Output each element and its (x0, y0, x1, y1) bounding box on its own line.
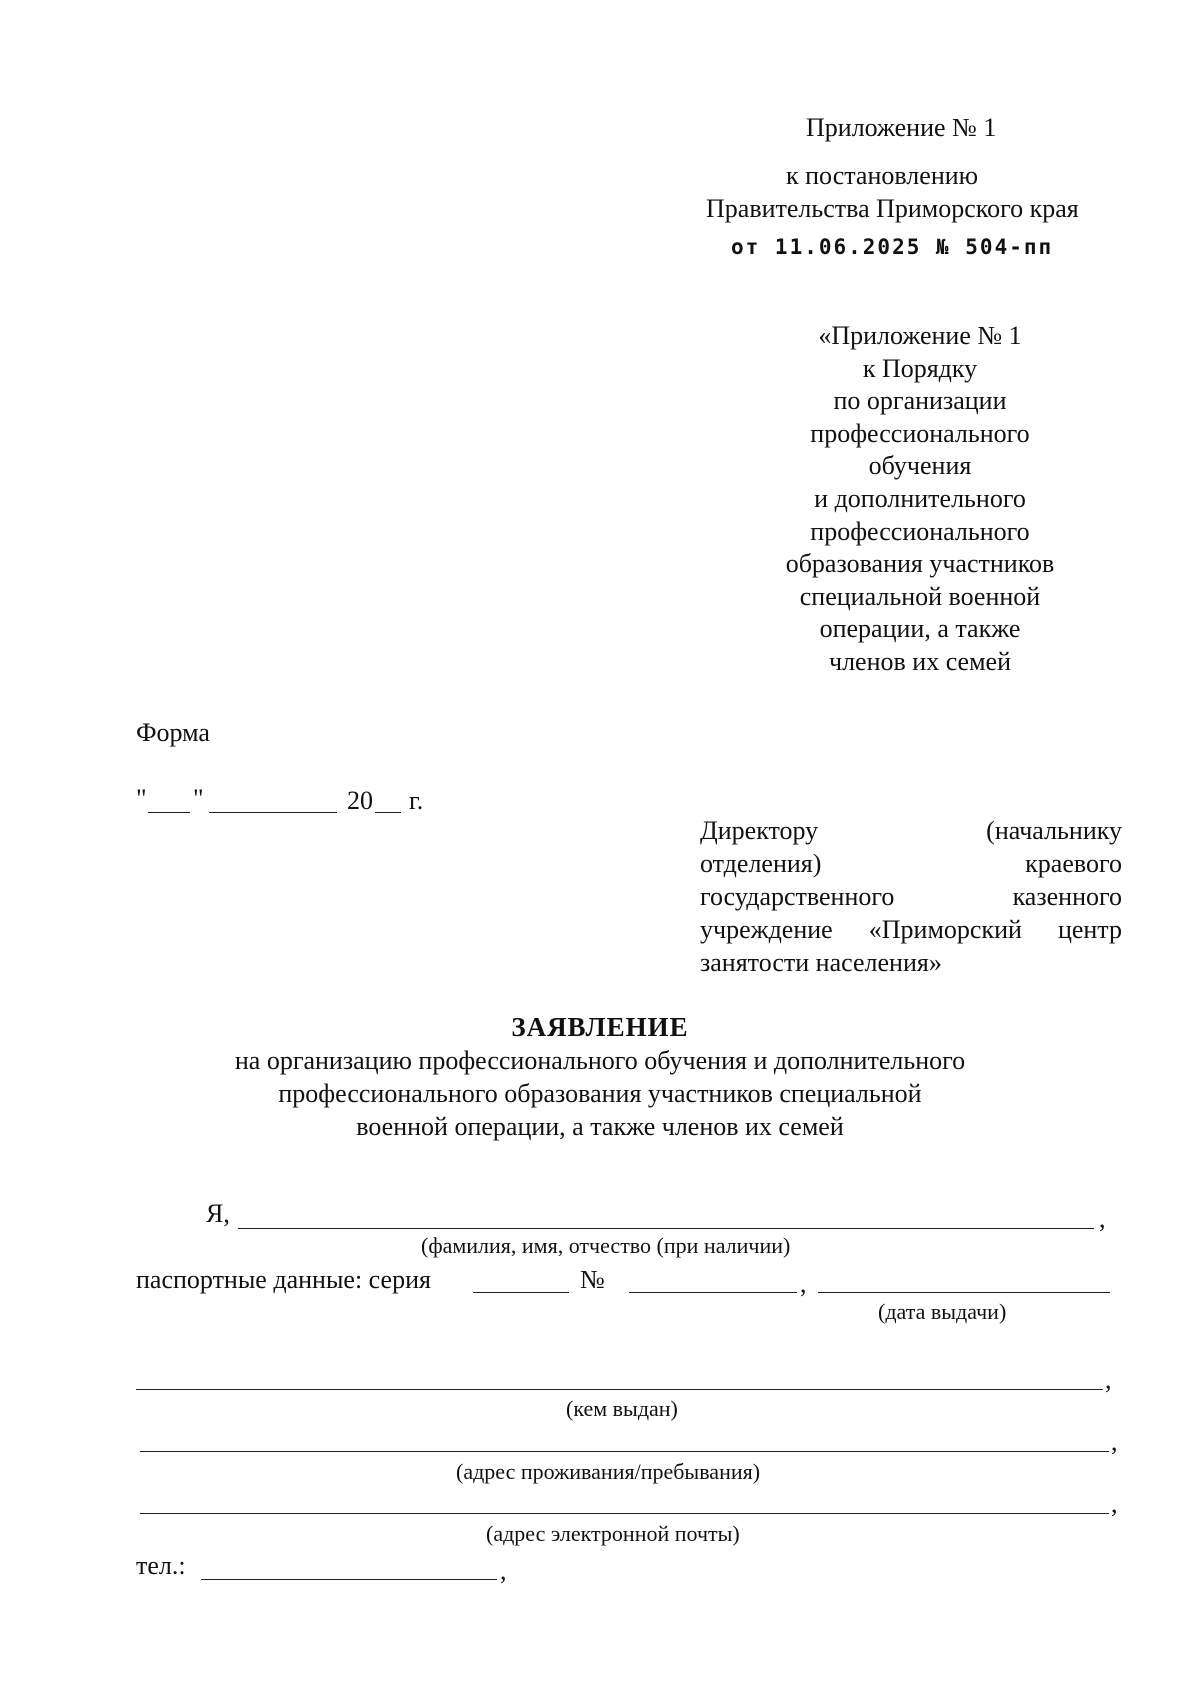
passport-comma: , (800, 1269, 807, 1298)
email-field[interactable] (140, 1513, 1109, 1514)
addressee-word: (начальнику (986, 816, 1122, 845)
passport-label: паспортные данные: серия (136, 1265, 431, 1294)
to-resolution: к постановлению (786, 161, 979, 190)
fio-comma: , (1099, 1204, 1106, 1233)
date-year-field[interactable] (375, 812, 401, 813)
order-line: к Порядку (862, 353, 978, 383)
date-close-quote: " (193, 784, 204, 813)
passport-number-field[interactable] (629, 1292, 797, 1293)
form-label: Форма (136, 718, 210, 747)
order-line: специальной военной (799, 581, 1041, 611)
address-hint: (адрес проживания/пребывания) (456, 1459, 761, 1484)
appendix-title: Приложение № 1 (806, 113, 997, 142)
issued-by-field[interactable] (136, 1389, 1103, 1390)
subtitle-line: профессионального образования участников специальной (278, 1079, 922, 1108)
email-hint: (адрес электронной почты) (486, 1521, 740, 1546)
date-month-field[interactable] (209, 812, 337, 813)
addressee-word: государственного (700, 882, 895, 911)
order-line: обучения (868, 451, 972, 481)
issued-by-hint: (кем выдан) (566, 1396, 678, 1421)
addressee-row (700, 914, 1122, 946)
passport-issue-date-field[interactable] (818, 1292, 1110, 1293)
date-year-prefix: 20 (347, 786, 373, 815)
document-title: ЗАЯВЛЕНИЕ (511, 1012, 689, 1042)
order-line: образования участников (785, 549, 1055, 579)
order-appendix-block (700, 320, 1140, 679)
addressee-word: краевого (1025, 849, 1122, 878)
document-subtitle (0, 1044, 1200, 1143)
phone-comma: , (500, 1556, 507, 1585)
i-prefix: Я, (206, 1199, 230, 1228)
addressee-word: «Приморский (868, 915, 1022, 944)
issued-by-comma: , (1105, 1365, 1112, 1394)
phone-field[interactable] (201, 1579, 497, 1580)
order-line: членов их семей (829, 646, 1011, 676)
email-comma: , (1111, 1489, 1118, 1518)
passport-number-sign: № (580, 1265, 605, 1294)
addressee-word: центр (1057, 915, 1122, 944)
order-line: и дополнительного (814, 483, 1026, 513)
issue-date-hint: (дата выдачи) (878, 1299, 1007, 1324)
decree-reference: от 11.06.2025 № 504-пп (731, 235, 1054, 259)
date-day-field[interactable] (148, 812, 190, 813)
addressee-row (700, 881, 1122, 913)
government-name: Правительства Приморского края (706, 194, 1079, 223)
addressee-word: казенного (1012, 882, 1122, 911)
subtitle-line: военной операции, а также членов их семей (356, 1112, 844, 1141)
fio-field[interactable] (238, 1228, 1094, 1229)
addressee-word: Директору (700, 816, 819, 845)
phone-label: тел.: (136, 1551, 186, 1580)
order-line: по организации (833, 386, 1007, 416)
subtitle-line: на организацию профессионального обучения и дополнительного (234, 1046, 966, 1075)
order-line: операции, а также (819, 614, 1021, 644)
addressee-row (700, 848, 1122, 880)
address-field[interactable] (140, 1451, 1109, 1452)
addressee-row (700, 815, 1122, 847)
date-year-suffix: г. (409, 786, 424, 815)
addressee-word: учреждение (700, 915, 833, 944)
addressee-last-line: занятости населения» (700, 948, 942, 977)
addressee-word: отделения) (700, 849, 822, 878)
fio-hint: (фамилия, имя, отчество (при наличии) (421, 1233, 791, 1258)
passport-series-field[interactable] (473, 1292, 569, 1293)
date-open-quote: " (136, 784, 147, 813)
address-comma: , (1111, 1427, 1118, 1456)
order-line: профессионального (810, 516, 1030, 546)
order-line: профессионального (810, 418, 1030, 448)
order-line: «Приложение № 1 (818, 321, 1022, 350)
